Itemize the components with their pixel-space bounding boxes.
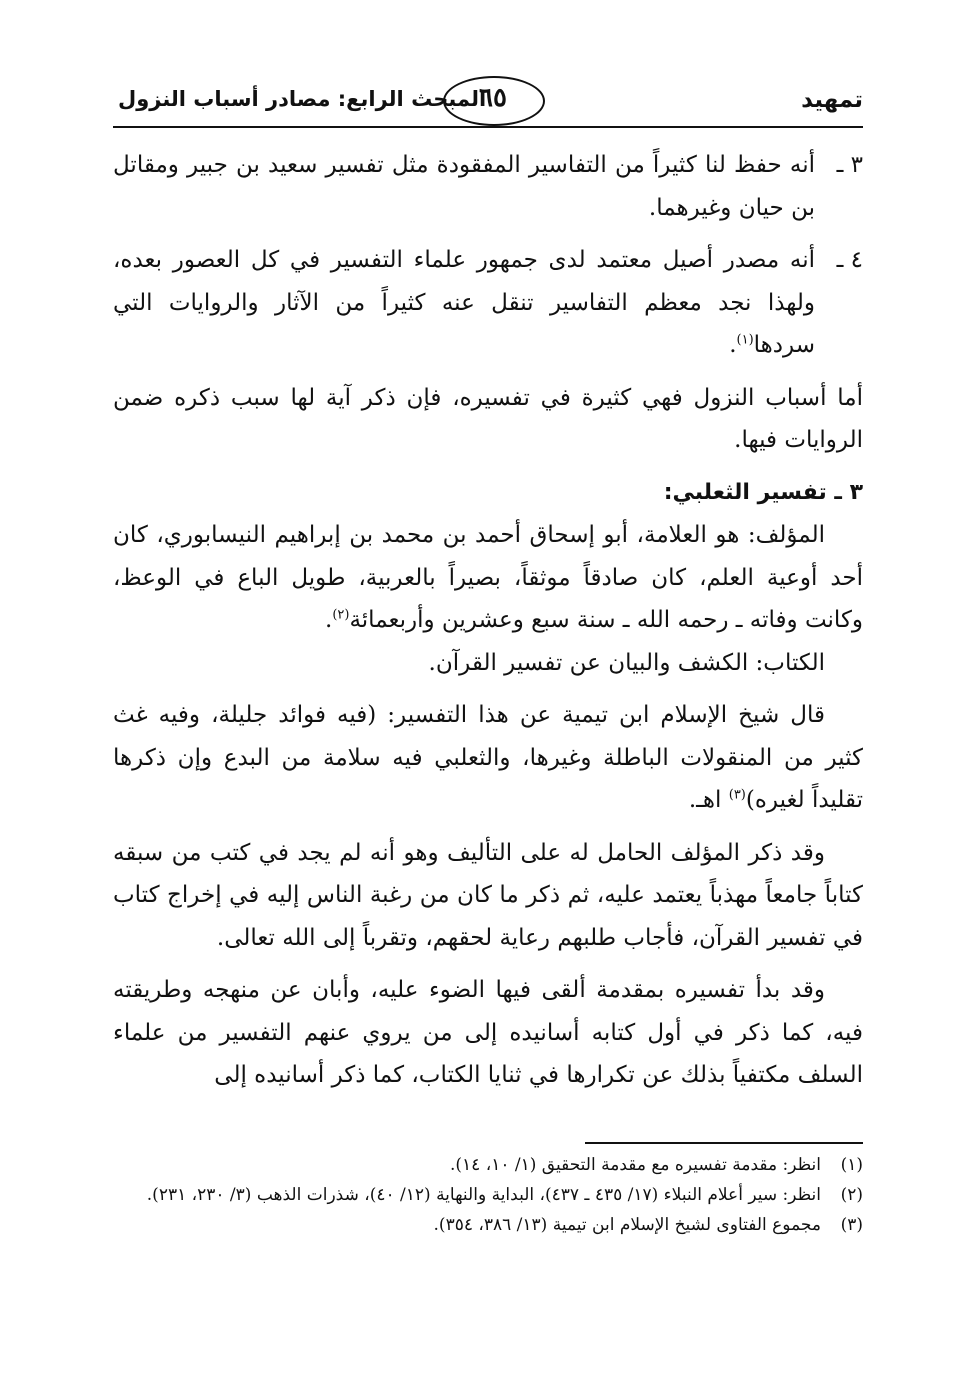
paragraph: وقد ذكر المؤلف الحامل له على التأليف وهو أنه لم يجد في كتب من سبقه كتاباً جامعاً مهذباً يعتمد عليه، ثم ذكر ما كان من رغبة الناس إليه في إخراج كتاب في تفسير القرآن، فأجاب طلبهم رعاية لحقهم، وتقرباً إلى الله تعالى. bbox=[113, 839, 863, 951]
paragraph-book: الكتاب: الكشف والبيان عن تفسير القرآن. bbox=[428, 649, 825, 676]
list-item-3 bbox=[113, 144, 863, 229]
sentence-end: . bbox=[325, 607, 333, 633]
list-item-text-body: أنه مصدر أصيل معتمد لدى جمهور علماء التفسير في كل العصور بعده، ولهذا نجد معظم التفاسير تنقل عنه كثيراً من الآثار والروايات التي سردها bbox=[113, 247, 815, 358]
footnote-number: (١) bbox=[840, 1155, 863, 1175]
list-item-number: ٤ ـ bbox=[836, 247, 863, 273]
footnote-number: (٣) bbox=[840, 1215, 863, 1235]
footnote bbox=[113, 1210, 863, 1240]
footnote-text: انظر: سير أعلام النبلاء (١٧/ ٤٣٥ ـ ٤٣٧)، البداية والنهاية (١٢/ ٤٠)، شذرات الذهب (٣/ ٢٣٠، ٢٣١). bbox=[146, 1185, 821, 1205]
paragraph: أما أسباب النزول فهي كثيرة في تفسيره، فإن ذكر آية لها سبب ذكره ضمن الروايات فيها. bbox=[113, 384, 863, 453]
footnote-ref-1[interactable]: (١) bbox=[736, 332, 754, 348]
footnote-text: انظر: مقدمة تفسيره مع مقدمة التحقيق (١/ ١٠، ١٤). bbox=[450, 1155, 821, 1175]
footnote-ref-2[interactable]: (٢) bbox=[332, 607, 350, 623]
footnotes bbox=[113, 1150, 863, 1240]
section-heading: ٣ ـ تفسير الثعلبي: bbox=[663, 479, 863, 505]
paragraph-quote bbox=[113, 694, 863, 822]
footnote-divider bbox=[585, 1142, 863, 1144]
footnote-number: (٢) bbox=[840, 1185, 863, 1205]
footnote bbox=[113, 1180, 863, 1210]
main-text bbox=[113, 144, 863, 1097]
header-divider bbox=[113, 126, 863, 128]
page-number: ٦٥ bbox=[479, 83, 507, 113]
sentence-end: . bbox=[729, 332, 737, 358]
paragraph: وقد بدأ تفسيره بمقدمة ألقى فيها الضوء عليه، وأبان عن منهجه وطريقته فيه، كما ذكر في أول كتابه أسانيده إلى من يروي عنهم التفسير من علماء السلف مكتفياً بذلك عن تكرارها في ثنايا الكتاب، كما ذكر أسانيده إلى bbox=[113, 977, 863, 1088]
paragraph-text: المؤلف: هو العلامة، أبو إسحاق أحمد بن محمد بن إبراهيم النيسابوري، كان أحد أوعية العلم، كان صادقاً موثقاً، بصيراً بالعربية، طويل الباع في الوعظ، وكانت وفاته ـ رحمه الله ـ سنة سبع وعشرين وأربعمائة bbox=[113, 522, 863, 633]
list-item-number: ٣ ـ bbox=[836, 152, 863, 178]
footnote-text: مجموع الفتاوى لشيخ الإسلام ابن تيمية (١٣/ ٣٨٦، ٣٥٤). bbox=[433, 1215, 821, 1235]
list-item-text bbox=[113, 239, 815, 367]
paragraph-author bbox=[113, 514, 863, 642]
sentence-end: اهـ. bbox=[688, 787, 729, 813]
footnote-ref-3[interactable]: (٣) bbox=[728, 787, 746, 803]
chapter-title: تمهيد bbox=[801, 87, 863, 113]
list-item-4 bbox=[113, 239, 863, 367]
section-title: المبحث الرابع: مصادر أسباب النزول bbox=[118, 87, 487, 111]
list-item-text: أنه حفظ لنا كثيراً من التفاسير المفقودة مثل تفسير سعيد بن جبير ومقاتل بن حيان وغيرهما. bbox=[113, 152, 815, 221]
paragraph-text: قال شيخ الإسلام ابن تيمية عن هذا التفسير: (فيه فوائد جليلة، وفيه غث كثير من المنقولات الباطلة وغيرها، والثعلبي فيه سلامة من البدع وإن ذكرها تقليداً لغيره) bbox=[113, 702, 863, 813]
footnote bbox=[113, 1150, 863, 1180]
